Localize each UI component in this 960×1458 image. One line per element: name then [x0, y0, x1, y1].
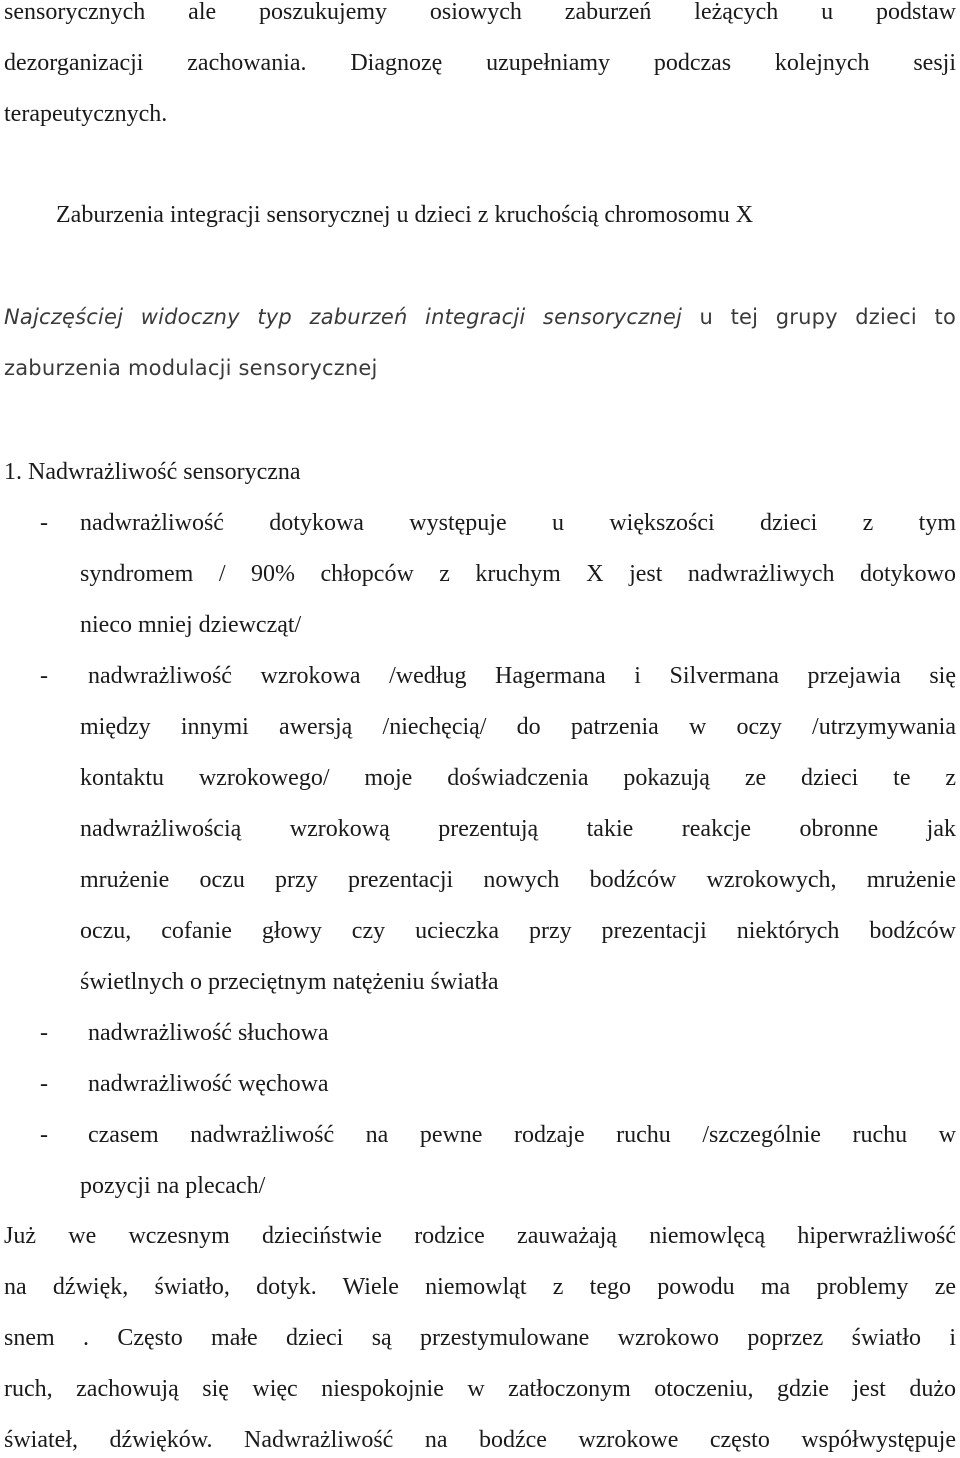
list-item-2-line-4: nadwrażliwością wzrokową prezentują takie reakcje obronne jak [80, 816, 956, 842]
list-item-1-line-3: nieco mniej dziewcząt/ [80, 612, 302, 638]
intro-line-2: dezorganizacji zachowania. Diagnozę uzupełniamy podczas kolejnych sesji [4, 50, 956, 76]
intro-line-3: terapeutycznych. [4, 101, 168, 127]
list-item-2-line-2: między innymi awersją /niechęcią/ do patrzenia w oczy /utrzymywania [80, 714, 956, 740]
list-marker-1: - [40, 510, 48, 536]
list-item-1-line-1: nadwrażliwość dotykowa występuje u większości dzieci z tym [80, 510, 956, 536]
list-item-2-line-1: nadwrażliwość wzrokowa /według Hagermana i Silvermana przejawia się [88, 663, 956, 689]
list-title: 1. Nadwrażliwość sensoryczna [4, 459, 301, 485]
closing-line-2: na dźwięk, światło, dotyk. Wiele niemowląt z tego powodu ma problemy ze [4, 1274, 956, 1300]
closing-line-4: ruch, zachowują się więc niespokojnie w zatłoczonym otoczeniu, gdzie jest dużo [4, 1376, 956, 1402]
list-item-5-line-1: czasem nadwrażliwość na pewne rodzaje ruchu /szczególnie ruchu w [88, 1122, 956, 1148]
list-item-1-line-2: syndromem / 90% chłopców z kruchym X jest nadwrażliwych dotykowo [80, 561, 956, 587]
list-item-4-line-1: nadwrażliwość węchowa [88, 1071, 329, 1097]
list-item-2-line-5: mrużenie oczu przy prezentacji nowych bodźców wzrokowych, mrużenie [80, 867, 956, 893]
list-marker-4: - [40, 1071, 48, 1097]
closing-line-5: świateł, dźwięków. Nadwrażliwość na bodźce wzrokowe często współwystępuje [4, 1427, 956, 1453]
closing-line-3: snem . Często małe dzieci są przestymulowane wzrokowo poprzez światło i [4, 1325, 956, 1351]
subheading-line-1 [4, 307, 956, 328]
list-item-2-line-7: świetlnych o przeciętnym natężeniu światła [80, 969, 499, 995]
list-item-2-line-6: oczu, cofanie głowy czy ucieczka przy prezentacji niektórych bodźców [80, 918, 956, 944]
list-item-2-line-3: kontaktu wzrokowego/ moje doświadczenia pokazują ze dzieci te z [80, 765, 956, 791]
intro-line-1: sensorycznych ale poszukujemy osiowych zaburzeń leżących u podstaw [4, 0, 956, 25]
subheading-line-2: zaburzenia modulacji sensorycznej [4, 356, 378, 380]
subheading-italic: Najczęściej widoczny typ zaburzeń integracji sensorycznej [4, 305, 682, 329]
list-marker-2: - [40, 663, 48, 689]
closing-line-1: Już we wczesnym dzieciństwie rodzice zauważają niemowlęcą hiperwrażliwość [4, 1223, 956, 1249]
subheading-normal: u tej grupy dzieci to [681, 305, 956, 329]
section-heading: Zaburzenia integracji sensorycznej u dzieci z kruchością chromosomu X [56, 202, 754, 228]
list-marker-3: - [40, 1020, 48, 1046]
list-item-5-line-2: pozycji na plecach/ [80, 1173, 266, 1199]
list-item-3-line-1: nadwrażliwość słuchowa [88, 1020, 329, 1046]
list-marker-5: - [40, 1122, 48, 1148]
